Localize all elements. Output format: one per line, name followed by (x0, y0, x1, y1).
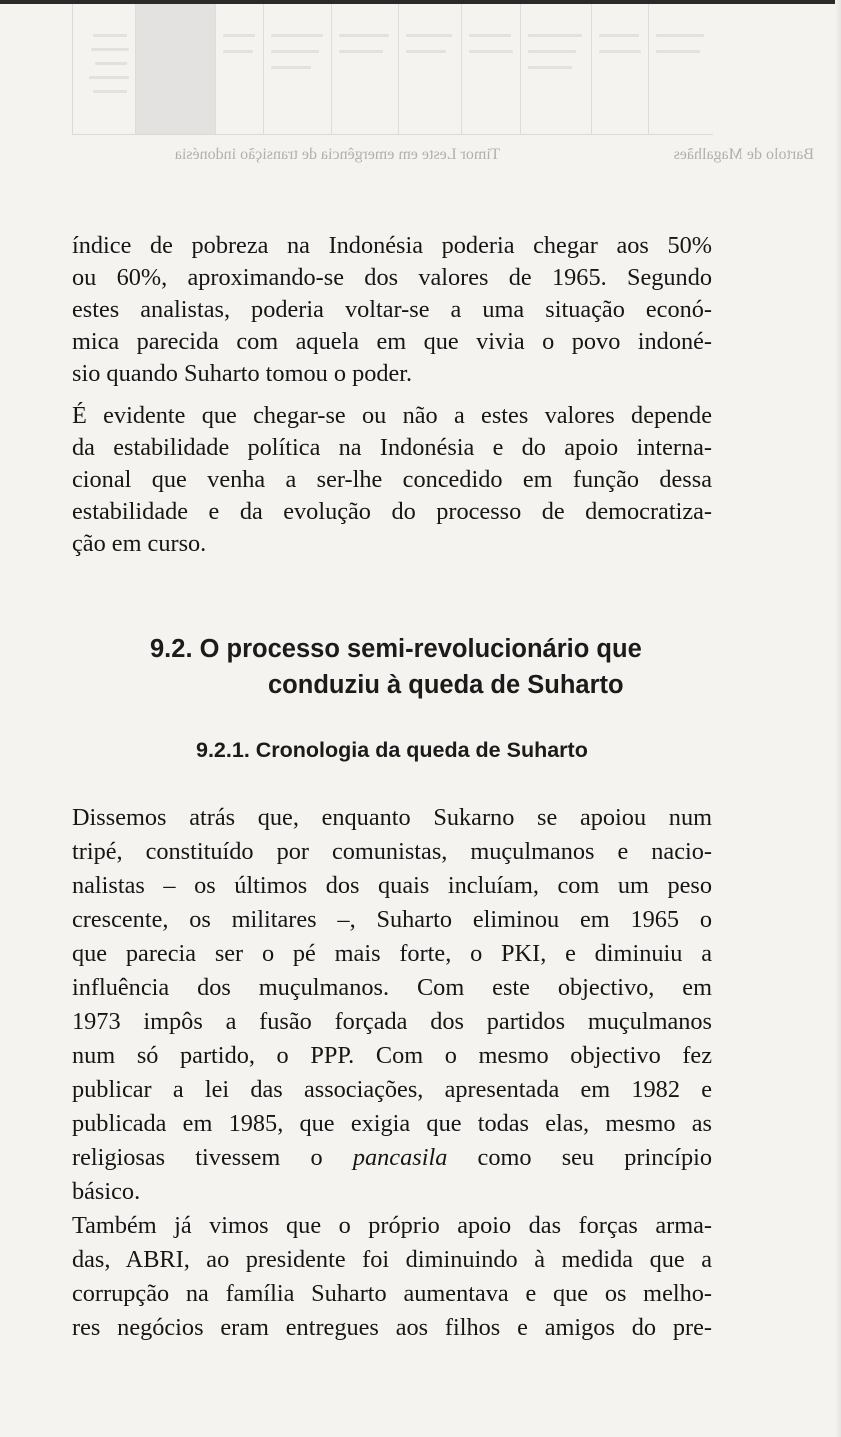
text-segment: religiosas tivessem o (72, 1144, 353, 1171)
text-line: Dissemos atrás que, enquanto Sukarno se apoiou num (72, 804, 712, 831)
text-line: estes analistas, poderia voltar-se a uma situação econó- (72, 296, 712, 323)
text-line: influência dos muçulmanos. Com este objectivo, em (72, 974, 712, 1001)
text-line: 1973 impôs a fusão forçada dos partidos muçulmanos (72, 1008, 712, 1035)
text-line: ção em curso. (72, 530, 207, 557)
text-line: crescente, os militares –, Suharto eliminou em 1965 o (72, 906, 712, 933)
subsection-heading: 9.2.1. Cronologia da queda de Suharto (196, 738, 588, 762)
text-line: mica parecida com aquela em que vivia o povo indoné- (72, 328, 712, 355)
bleed-through-running-header (70, 146, 841, 170)
text-line: índice de pobreza na Indonésia poderia chegar aos 50% (72, 232, 712, 259)
text-line: publicada em 1985, que exigia que todas elas, mesmo as (72, 1110, 712, 1137)
text-line: ou 60%, aproximando-se dos valores de 1965. Segundo (72, 264, 712, 291)
section-heading-line-1: 9.2. O processo semi-revolucionário que (150, 635, 642, 663)
text-line: da estabilidade política na Indonésia e do apoio interna- (72, 434, 712, 461)
text-segment: como seu princípio (447, 1144, 712, 1171)
text-line: sio quando Suharto tomou o poder. (72, 360, 413, 387)
text-line: que parecia ser o pé mais forte, o PKI, e diminuiu a (72, 940, 712, 967)
text-line: estabilidade e da evolução do processo de democratiza- (72, 498, 712, 525)
text-line: É evidente que chegar-se ou não a estes valores depende (72, 402, 712, 429)
text-line: res negócios eram entregues aos filhos e amigos do pre- (72, 1314, 712, 1341)
text-line: tripé, constituído por comunistas, muçulmanos e nacio- (72, 838, 712, 865)
bleed-header-left: Bartolo de Magalhães (673, 146, 814, 163)
text-line-with-italic (72, 1142, 712, 1174)
text-line: corrupção na família Suharto aumentava e que os melho- (72, 1280, 712, 1307)
bleed-through-table (72, 4, 713, 135)
bleed-header-right: Timor Leste em emergência de transição indonésia (174, 146, 500, 163)
page-right-edge (835, 0, 841, 1437)
section-heading-line-2: conduziu à queda de Suharto (268, 671, 624, 699)
text-line: publicar a lei das associações, apresentada em 1982 e (72, 1076, 712, 1103)
italic-term: pancasila (352, 1144, 448, 1171)
text-line: nalistas – os últimos dos quais incluíam, com um peso (72, 872, 712, 899)
text-line: Também já vimos que o próprio apoio das forças arma- (72, 1212, 712, 1239)
text-line: das, ABRI, ao presidente foi diminuindo à medida que a (72, 1246, 712, 1273)
text-line: cional que venha a ser-lhe concedido em função dessa (72, 466, 712, 493)
text-line: num só partido, o PPP. Com o mesmo objectivo fez (72, 1042, 712, 1069)
text-line: básico. (72, 1178, 141, 1205)
